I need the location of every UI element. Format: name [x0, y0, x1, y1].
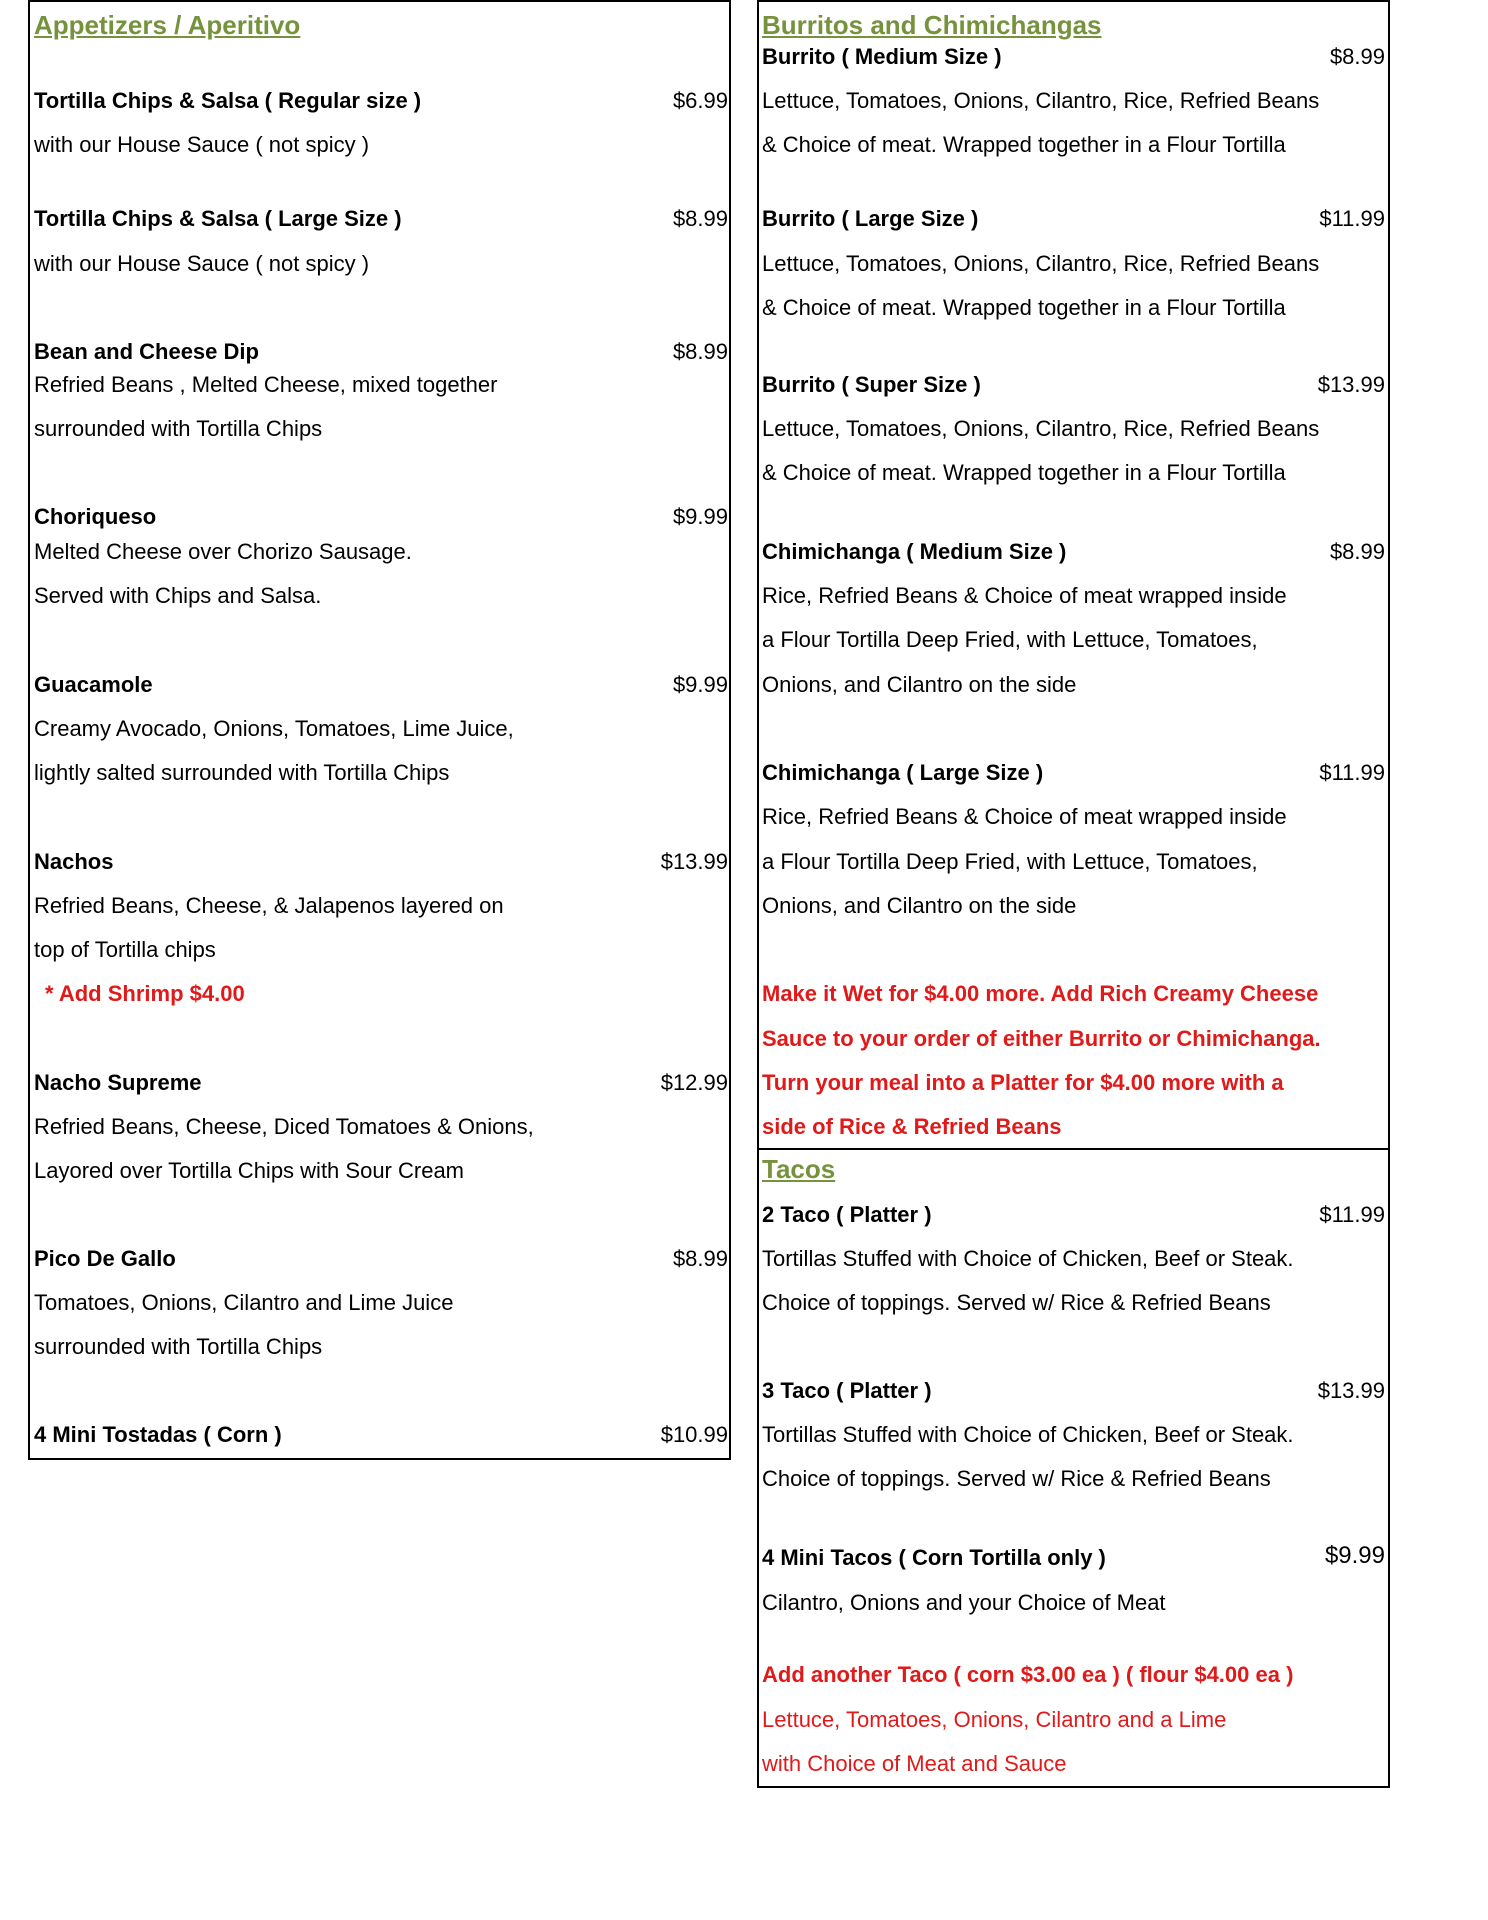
item-name: Nachos: [34, 849, 114, 874]
item-desc: a Flour Tortilla Deep Fried, with Lettuce, Tomatoes,: [762, 849, 1258, 874]
item-name: Chimichanga ( Large Size ): [762, 760, 1044, 785]
item-desc: with our House Sauce ( not spicy ): [34, 132, 370, 157]
item-desc: Tomatoes, Onions, Cilantro and Lime Juice: [34, 1290, 454, 1315]
item-desc: Lettuce, Tomatoes, Onions, Cilantro, Rice, Refried Beans: [762, 88, 1320, 113]
item-price: $8.99: [672, 206, 728, 231]
item-desc: surrounded with Tortilla Chips: [34, 416, 323, 441]
item-desc: Refried Beans, Cheese, Diced Tomatoes & Onions,: [34, 1114, 534, 1139]
tacos-heading: Tacos: [762, 1154, 836, 1184]
item-desc: Onions, and Cilantro on the side: [762, 672, 1077, 697]
item-desc: Rice, Refried Beans & Choice of meat wrapped inside: [762, 804, 1287, 829]
item-desc: & Choice of meat. Wrapped together in a Flour Tortilla: [762, 460, 1286, 485]
item-desc: lightly salted surrounded with Tortilla Chips: [34, 760, 450, 785]
item-desc: Refried Beans , Melted Cheese, mixed together: [34, 372, 498, 397]
item-desc: Lettuce, Tomatoes, Onions, Cilantro, Rice, Refried Beans: [762, 416, 1320, 441]
item-price: $13.99: [1317, 1378, 1385, 1403]
item-name: Choriqueso: [34, 504, 157, 529]
item-name: 4 Mini Tostadas ( Corn ): [34, 1422, 282, 1447]
item-desc: Tortillas Stuffed with Choice of Chicken, Beef or Steak.: [762, 1422, 1294, 1447]
item-desc: top of Tortilla chips: [34, 937, 216, 962]
item-name: Burrito ( Large Size ): [762, 206, 979, 231]
item-desc: Melted Cheese over Chorizo Sausage.: [34, 539, 412, 564]
item-desc: Layored over Tortilla Chips with Sour Cream: [34, 1158, 464, 1183]
item-price: $13.99: [1317, 372, 1385, 397]
add-taco-desc: Lettuce, Tomatoes, Onions, Cilantro and a Lime: [762, 1707, 1227, 1732]
item-desc: & Choice of meat. Wrapped together in a Flour Tortilla: [762, 132, 1286, 157]
item-desc: Rice, Refried Beans & Choice of meat wrapped inside: [762, 583, 1287, 608]
item-name: Tortilla Chips & Salsa ( Regular size ): [34, 88, 422, 113]
item-price: $10.99: [660, 1422, 728, 1447]
item-desc: Served with Chips and Salsa.: [34, 583, 322, 608]
item-price: $8.99: [672, 339, 728, 364]
item-name: 3 Taco ( Platter ): [762, 1378, 932, 1403]
item-desc: Refried Beans, Cheese, & Jalapenos layered on: [34, 893, 504, 918]
item-desc: Lettuce, Tomatoes, Onions, Cilantro, Rice, Refried Beans: [762, 251, 1320, 276]
item-price: $9.99: [1324, 1542, 1385, 1569]
item-name: Chimichanga ( Medium Size ): [762, 539, 1067, 564]
item-name: Bean and Cheese Dip: [34, 339, 259, 364]
item-name: Pico De Gallo: [34, 1246, 176, 1271]
item-price: $9.99: [672, 504, 728, 529]
item-price: $13.99: [660, 849, 728, 874]
burrito-note: Make it Wet for $4.00 more. Add Rich Creamy Cheese: [762, 981, 1319, 1006]
item-price: $8.99: [1329, 44, 1385, 69]
burritos-section: [757, 0, 1390, 1150]
item-desc: Cilantro, Onions and your Choice of Meat: [762, 1590, 1166, 1615]
item-name: 4 Mini Tacos ( Corn Tortilla only ): [762, 1545, 1106, 1570]
item-desc: Choice of toppings. Served w/ Rice & Refried Beans: [762, 1466, 1271, 1491]
item-desc: Tortillas Stuffed with Choice of Chicken, Beef or Steak.: [762, 1246, 1294, 1271]
item-price: $6.99: [672, 88, 728, 113]
item-name: 2 Taco ( Platter ): [762, 1202, 932, 1227]
add-taco-note: Add another Taco ( corn $3.00 ea ) ( flour $4.00 ea ): [762, 1662, 1294, 1687]
item-desc: surrounded with Tortilla Chips: [34, 1334, 323, 1359]
item-price: $11.99: [1319, 760, 1385, 785]
item-desc: Creamy Avocado, Onions, Tomatoes, Lime Juice,: [34, 716, 514, 741]
item-price: $12.99: [660, 1070, 728, 1095]
item-desc: Onions, and Cilantro on the side: [762, 893, 1077, 918]
item-desc: & Choice of meat. Wrapped together in a Flour Tortilla: [762, 295, 1286, 320]
appetizers-heading: Appetizers / Aperitivo: [34, 10, 301, 40]
burrito-note: Turn your meal into a Platter for $4.00 more with a: [762, 1070, 1284, 1095]
item-price: $11.99: [1319, 1202, 1385, 1227]
item-price: $8.99: [672, 1246, 728, 1271]
item-name: Nacho Supreme: [34, 1070, 202, 1095]
item-desc: with our House Sauce ( not spicy ): [34, 251, 370, 276]
add-taco-desc: with Choice of Meat and Sauce: [762, 1751, 1067, 1776]
item-price: $9.99: [672, 672, 728, 697]
add-shrimp-note: * Add Shrimp $4.00: [45, 981, 245, 1006]
item-name: Guacamole: [34, 672, 153, 697]
burritos-heading: Burritos and Chimichangas: [762, 10, 1102, 40]
item-name: Burrito ( Medium Size ): [762, 44, 1002, 69]
item-price: $11.99: [1319, 206, 1385, 231]
burrito-note: side of Rice & Refried Beans: [762, 1114, 1062, 1139]
item-name: Burrito ( Super Size ): [762, 372, 981, 397]
item-desc: Choice of toppings. Served w/ Rice & Refried Beans: [762, 1290, 1271, 1315]
item-desc: a Flour Tortilla Deep Fried, with Lettuce, Tomatoes,: [762, 627, 1258, 652]
burrito-note: Sauce to your order of either Burrito or Chimichanga.: [762, 1026, 1321, 1051]
item-price: $8.99: [1329, 539, 1385, 564]
item-name: Tortilla Chips & Salsa ( Large Size ): [34, 206, 402, 231]
